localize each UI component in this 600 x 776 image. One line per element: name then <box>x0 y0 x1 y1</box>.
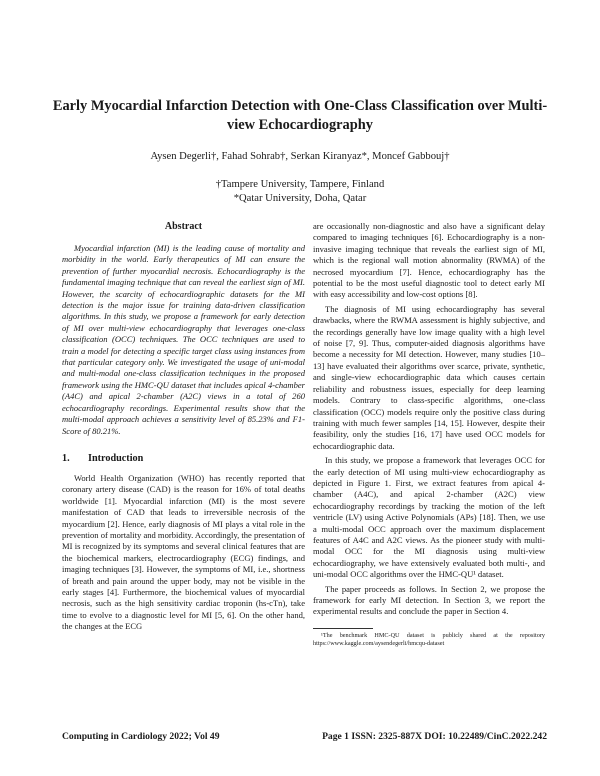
right-column <box>313 221 545 648</box>
affiliation-qatar: *Qatar University, Doha, Qatar <box>233 193 367 204</box>
affiliation-tampere: †Tampere University, Tampere, Finland <box>215 179 385 190</box>
section-heading-introduction <box>62 453 305 465</box>
footnote-dataset-link[interactable]: ¹The benchmark HMC-QU dataset is publicly shared at the repository https://www.kaggle.com/aysendegerli/hmcqu-dataset <box>313 631 545 647</box>
abstract-text: Myocardial infarction (MI) is the leading cause of mortality and morbidity in the world. Early therapeutics of MI can ensure the prevention of further myocardial necrosis. Echocardiography is the fundamental imaging technique that can reveal the earliest sign of MI. However, the scarcity of echocardiographic datasets for the MI detection is the major issue for training data-driven classification algorithms. In this study, we propose a framework for early detection of MI over multi-view echocardiography that leverages one-class classification (OCC) techniques. The OCC techniques are used to train a model for detecting a specific target class using instances from that particular category only. We investigated the usage of uni-modal and multi-modal one-class classification techniques in the proposed framework using the HMC-QU dataset that includes apical 4-chamber (A4C) and apical 2-chamber (A2C) views in a total of 260 echocardiography recordings. Experimental results show that the multi-modal approach achieves a sensitivity level of 85.23% and F1-Score of 80.21%. <box>62 243 305 436</box>
left-column <box>62 221 305 633</box>
footnote-divider <box>313 628 373 629</box>
intro-paragraph-1: World Health Organization (WHO) has recently reported that coronary artery disease (CAD) is the reason for 16% of total deaths worldwide [1]. Myocardial infarction (MI) is the most severe manifestation of CAD that leads to irreversible necrosis of the myocardium [2]. Hence, early diagnosis of MI plays a vital role in the prevention of mortality and morbidity. Accordingly, the presentation of MI is recognized by its symptoms and several clinical features that are the biochemical markers, electrocardiography (ECG) findings, and imaging techniques [3]. However, the symptoms of MI, i.e., shortness of breath and pain around the upper body, may not be visible in the early stages [4]. Furthermore, the biochemical values of myocardial necrosis, such as the high sensitivity cardiac troponin (hs-cTn), take time to evolve to a diagnostic level for MI [5, 6]. On the other hand, the changes at the ECG <box>62 472 305 632</box>
paper-title: Early Myocardial Infarction Detection with One-Class Classification over Multi-view Echocardiography <box>52 98 548 133</box>
footer-issn-doi: Page 1 ISSN: 2325-887X DOI: 10.22489/CinC.2022.242 <box>322 731 547 742</box>
intro-paragraph-2: The diagnosis of MI using echocardiography has several drawbacks, where the RWMA assessment is highly subjective, and the recordings generally have low image quality with a high level of noise [7, 9]. Thus, computer-aided diagnosis algorithms have become a necessity for MI detection. However, many studies [10–13] have evaluated their algorithms over scarce, private, synthetic, and single-view echocardiographic data which causes certain reliability and robustness issues, especially for deep learning models. Contrary to class-specific algorithms, one-class classification (OCC) models require only the positive class during training with much fewer samples [14, 15]. However, despite their feasibility, only the studies [16, 17] have used OCC models for echocardiographic data. <box>313 303 545 451</box>
affiliations <box>40 178 560 206</box>
abstract-heading: Abstract <box>164 221 203 232</box>
section-number: 1. <box>62 452 70 464</box>
section-title: Introduction <box>88 452 144 464</box>
intro-paragraph-1-continued: are occasionally non-diagnostic and also have a significant delay compared to imaging techniques [6]. Echocardiography is a non-invasive imaging technique that reveals the earliest sign of MI, which is the regional wall motion abnormality (RWMA) of the necrosed myocardium [7]. Hence, echocardiography has the potential to be the most useful diagnostic tool to detect early MI with easy accessibility and low-cost options [8]. <box>313 221 545 300</box>
author-list: Aysen Degerli†, Fahad Sohrab†, Serkan Kiranyaz*, Moncef Gabbouj† <box>150 151 450 162</box>
intro-paragraph-4: The paper proceeds as follows. In Section 2, we propose the framework for early MI detection. In Section 3, we report the experimental results and conclude the paper in Section 4. <box>313 583 545 617</box>
footer-journal: Computing in Cardiology 2022; Vol 49 <box>62 731 220 742</box>
intro-paragraph-3: In this study, we propose a framework that leverages OCC for the early detection of MI using multi-view echocardiography as depicted in Figure 1. First, we extract features from apical 4-chamber (A4C), and apical 2-chamber (A2C) view echocardiography recordings by tracking the motion of the left ventricle (LV) using Active Polynomials (APs) [18]. Then, we use a multi-modal OCC approach over the maximum displacement features of A4C and A2C views. As the pioneer study with multi-modal OCC for the MI diagnosis using multi-view echocardiography, we have extensively evaluated both multi-, and uni-modal OCC algorithms over the HMC-QU¹ dataset. <box>313 455 545 580</box>
